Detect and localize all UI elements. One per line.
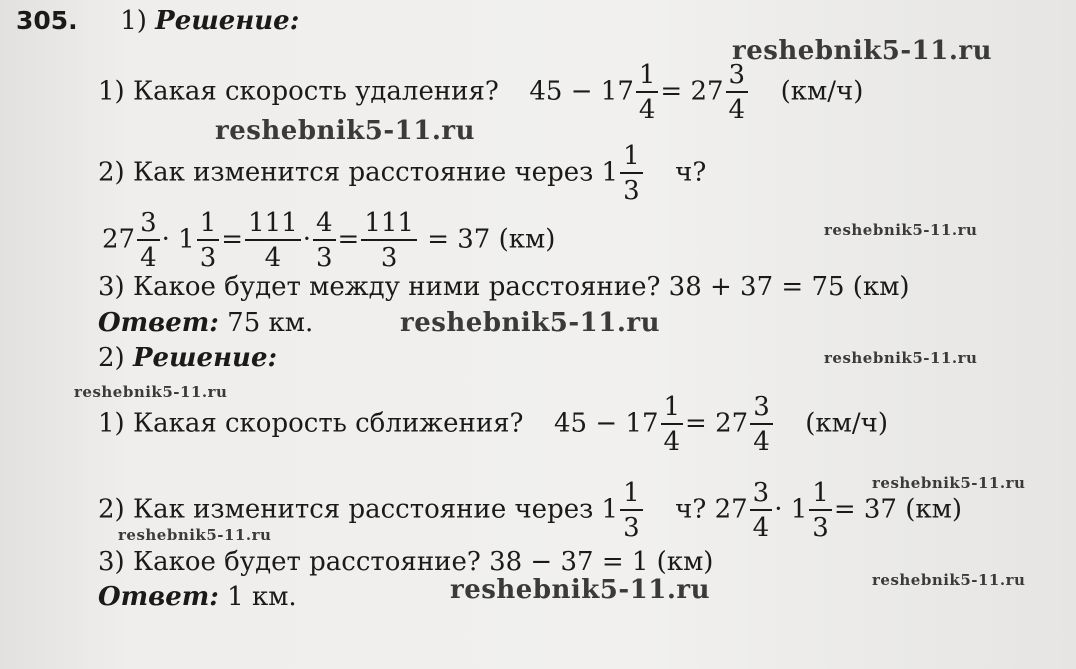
part1-step1-question: 1) Какая скорость удаления?: [98, 76, 499, 107]
fraction: $\frac{1}{3}$: [197, 210, 220, 271]
part2-step2-question: 2) Как изменится расстояние через 1: [98, 494, 619, 525]
part2-header: [98, 343, 277, 373]
fraction: $\frac{3}{4}$: [137, 210, 160, 271]
part1-answer: [98, 308, 313, 338]
answer-label: Ответ:: [98, 308, 219, 338]
watermark: reshebnik5-11.ru: [872, 571, 1026, 589]
part2-step2: 2) Как изменится расстояние через 1 $\frac{1}{3}$ ч? 27 $\frac{3}{4}$ · 1 $\frac{1}{3}$ = 37 (км): [98, 478, 962, 543]
part1-calculation: 27 $\frac{3}{4}$ · 1 $\frac{1}{3}$ = $\frac{111}{4}$ · $\frac{4}{3}$ = $\frac{111}{3}$ = 37 (км): [102, 208, 556, 273]
watermark: reshebnik5-11.ru: [824, 221, 978, 239]
part2-step1: 1) Какая скорость сближения? 45 − 17 $\frac{1}{4}$ = 27 $\frac{3}{4}$ (км/ч): [98, 392, 888, 457]
fraction: $\frac{1}{3}$: [809, 480, 832, 541]
part2-heading: Решение:: [132, 343, 278, 373]
part1-step2: [98, 143, 706, 204]
fraction: $\frac{1}{3}$: [620, 480, 643, 541]
watermark: reshebnik5-11.ru: [118, 526, 272, 544]
part2-answer: [98, 582, 297, 612]
part1-step1-expr-b: = 27: [660, 76, 724, 107]
part1-calc-result: = 37 (км): [427, 224, 556, 255]
fraction: $\frac{1}{3}$: [620, 143, 643, 204]
fraction: $\frac{3}{4}$: [750, 394, 773, 455]
part2-step2-result: = 37 (км): [833, 494, 962, 525]
problem-number: 305.: [16, 6, 78, 35]
fraction: $\frac{1}{4}$: [661, 394, 684, 455]
fraction: $\frac{3}{4}$: [726, 62, 749, 123]
part2-step3: 3) Какое будет расстояние? 38 − 37 = 1 (км): [98, 547, 714, 577]
part1-step3: 3) Какое будет между ними расстояние? 38 + 37 = 75 (км): [98, 272, 910, 302]
part2-step1-question: 1) Какая скорость сближения?: [98, 408, 524, 439]
fraction: $\frac{111}{3}$: [361, 210, 417, 271]
part2-label: 2): [98, 343, 125, 373]
answer-value: 1 км.: [227, 582, 297, 612]
watermark: reshebnik5-11.ru: [872, 474, 1026, 492]
fraction: $\frac{4}{3}$: [313, 210, 336, 271]
part1-step1-unit: (км/ч): [780, 76, 864, 107]
part2-step1-unit: (км/ч): [805, 408, 888, 439]
watermark: reshebnik5-11.ru: [732, 36, 993, 66]
part1-label: 1): [120, 6, 147, 36]
fraction: $\frac{3}{4}$: [750, 480, 773, 541]
problem-header: [16, 6, 299, 36]
part1-step2-question: 2) Как изменится расстояние через 1: [98, 157, 619, 188]
watermark: reshebnik5-11.ru: [400, 308, 661, 338]
part1-step2-unit: ч?: [675, 157, 707, 188]
watermark: reshebnik5-11.ru: [215, 116, 476, 146]
watermark: reshebnik5-11.ru: [450, 575, 711, 605]
watermark: reshebnik5-11.ru: [74, 383, 228, 401]
part1-heading: Решение:: [155, 6, 300, 36]
fraction: $\frac{1}{4}$: [636, 62, 659, 123]
fraction: $\frac{111}{4}$: [245, 210, 301, 271]
part1-step1: [98, 62, 863, 123]
watermark: reshebnik5-11.ru: [824, 349, 978, 367]
answer-label: Ответ:: [98, 582, 219, 612]
answer-value: 75 км.: [227, 308, 314, 338]
part1-step1-expr-a: 45 − 17: [529, 76, 634, 107]
